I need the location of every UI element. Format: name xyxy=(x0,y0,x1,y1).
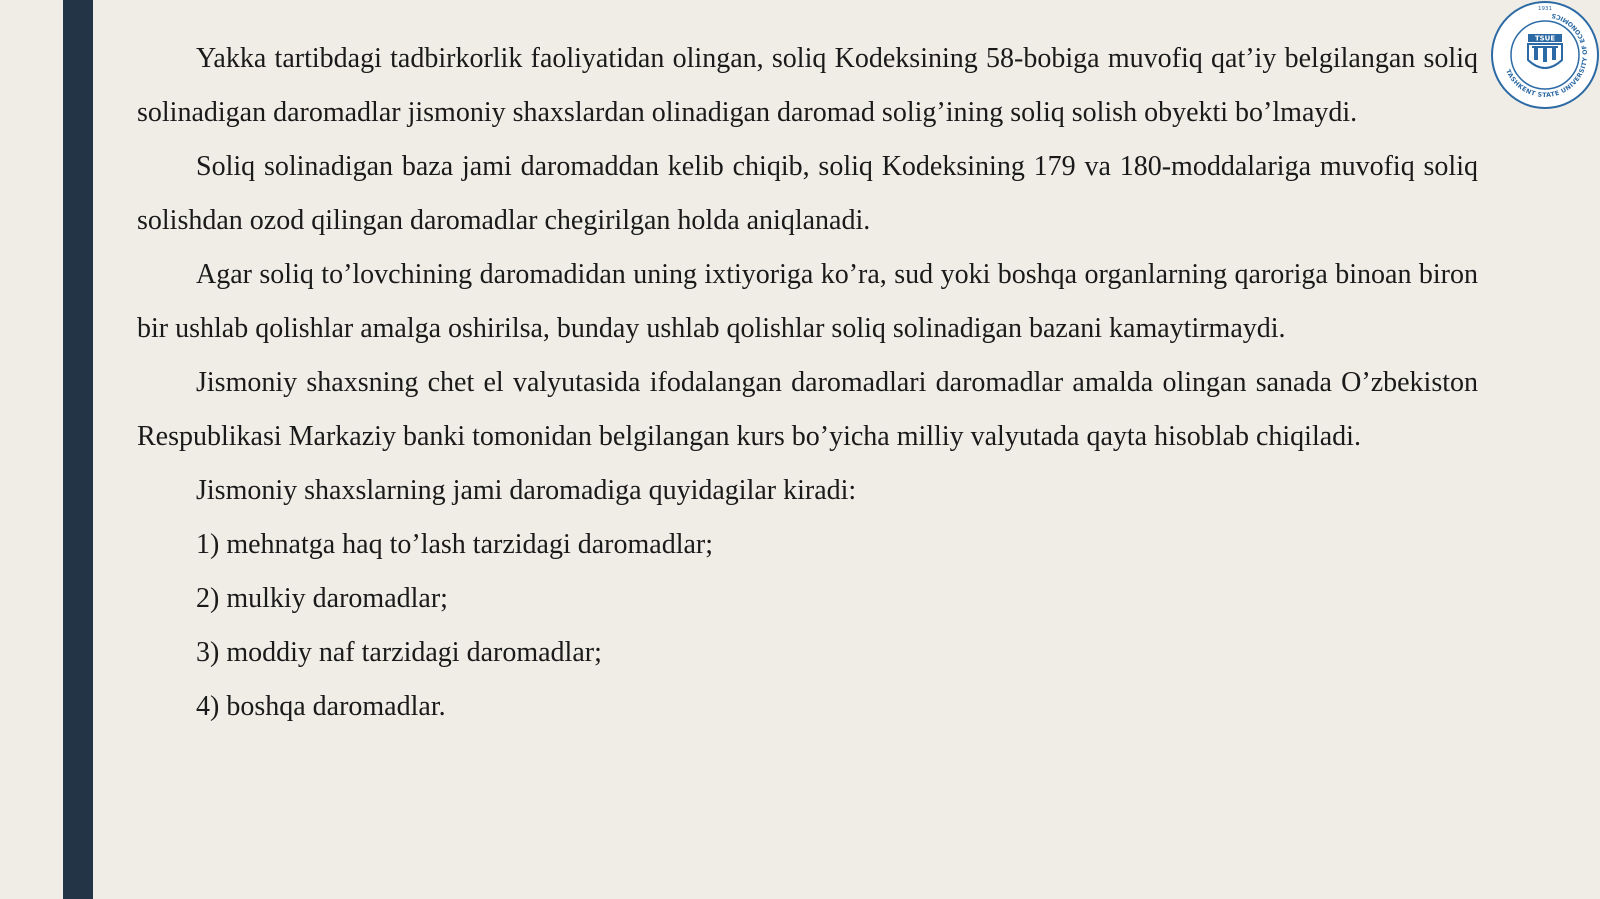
paragraph: Agar soliq to’lovchining daromadidan uning ixtiyoriga ko’ra, sud yoki boshqa organlarning qaroriga binoan biron bir ushlab qolishlar amalga oshirilsa, bunday ushlab qolishlar soliq solinadigan bazani kamaytirmaydi. xyxy=(137,259,1478,344)
paragraph: Soliq solinadigan baza jami daromaddan kelib chiqib, soliq Kodeksining 179 va 180-moddalariga muvofiq soliq solishdan ozod qilingan daromadlar chegirilgan holda aniqlanadi. xyxy=(137,151,1478,236)
list-item: 1) mehnatga haq to’lash tarzidagi daromadlar; xyxy=(196,529,714,560)
seal-ring-text: TASHKENT STATE UNIVERSITY OF ECONOMICS xyxy=(1504,11,1590,100)
list-item: 2) mulkiy daromadlar; xyxy=(196,583,448,614)
seal-year: 1931 xyxy=(1538,6,1552,12)
document-body xyxy=(137,32,1478,734)
list-item: 3) moddiy naf tarzidagi daromadlar; xyxy=(196,637,602,668)
list-intro: Jismoniy shaxslarning jami daromadiga quyidagilar kiradi: xyxy=(196,475,857,506)
paragraph: Yakka tartibdagi tadbirkorlik faoliyatidan olingan, soliq Kodeksining 58-bobiga muvofiq qat’iy belgilangan soliq solinadigan daromadlar jismoniy shaxslardan olinadigan daromad solig’ining soliq solish obyekti bo’lmaydi. xyxy=(137,43,1478,128)
paragraph: Jismoniy shaxsning chet el valyutasida ifodalangan daromadlari daromadlar amalda olingan sanada O’zbekiston Respublikasi Markaziy banki tomonidan belgilangan kurs bo’yicha milliy valyutada qayta hisoblab chiqiladi. xyxy=(137,367,1478,452)
list-item: 4) boshqa daromadlar. xyxy=(196,691,446,722)
left-accent-bar xyxy=(63,0,93,899)
seal-abbr: TSUE xyxy=(1534,34,1556,43)
university-seal-icon xyxy=(1490,0,1600,110)
